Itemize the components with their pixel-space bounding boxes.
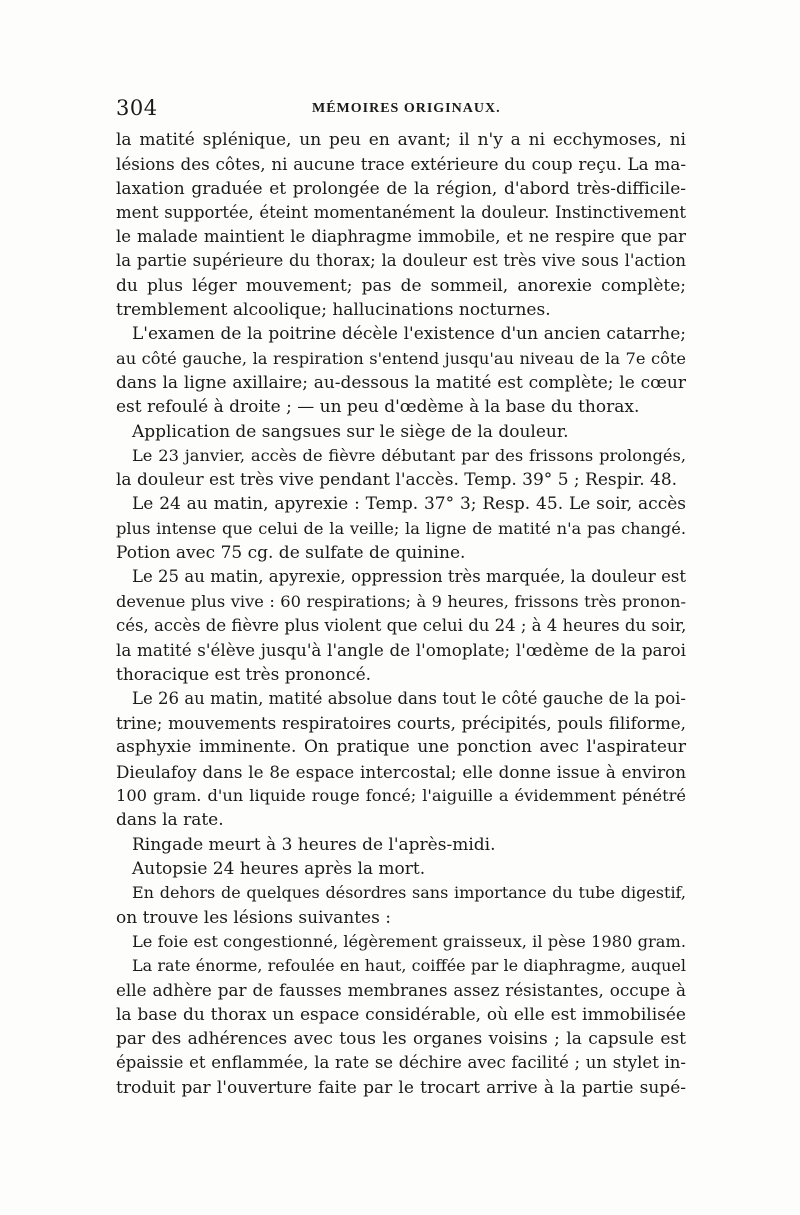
text-line: on trouve les lésions suivantes : — [116, 907, 391, 928]
text-line: 100 gram. d'un liquide rouge foncé; l'aiguille a évidemment pénétré — [116, 786, 686, 806]
text-line: dans la rate. — [116, 810, 224, 831]
text-line: trine; mouvements respiratoires courts, précipités, pouls filiforme, — [116, 713, 686, 734]
page-header — [116, 96, 686, 124]
text-line: Potion avec 75 cg. de sulfate de quinine. — [116, 543, 466, 564]
text-line: par des adhérences avec tous les organes voisins ; la capsule est — [116, 1028, 686, 1049]
running-title: MÉMOIRES ORIGINAUX. — [312, 101, 501, 116]
text-line: au côté gauche, la respiration s'entend jusqu'au niveau de la 7e côte — [116, 348, 686, 368]
text-line: L'examen de la poitrine décèle l'existence d'un ancien catarrhe; — [132, 324, 686, 345]
text-line: lésions des côtes, ni aucune trace extérieure du coup reçu. La ma- — [116, 154, 686, 175]
text-line: Le 26 au matin, matité absolue dans tout le côté gauche de la poi- — [132, 688, 686, 708]
text-line: épaissie et enflammée, la rate se déchire avec facilité ; un stylet in- — [116, 1053, 686, 1073]
body-text — [116, 128, 686, 1100]
text-line: Autopsie 24 heures après la mort. — [132, 858, 426, 879]
text-line: troduit par l'ouverture faite par le trocart arrive à la partie supé- — [116, 1077, 686, 1098]
text-line: elle adhère par de fausses membranes assez résistantes, occupe à — [116, 980, 686, 1001]
text-line: Le 24 au matin, apyrexie : Temp. 37° 3; Resp. 45. Le soir, accès — [132, 494, 686, 515]
text-line: En dehors de quelques désordres sans importance du tube digestif, — [132, 883, 686, 903]
text-line: devenue plus vive : 60 respirations; à 9 heures, frissons très pronon- — [116, 591, 686, 611]
text-line: Le foie est congestionné, légèrement graisseux, il pèse 1980 gram. — [132, 931, 686, 951]
text-line: La rate énorme, refoulée en haut, coiffée par le diaphragme, auquel — [132, 956, 686, 976]
text-line: plus intense que celui de la veille; la ligne de matité n'a pas changé. — [116, 518, 686, 538]
text-line: Dieulafoy dans le 8e espace intercostal; elle donne issue à environ — [116, 761, 686, 782]
text-line: la base du thorax un espace considérable, où elle est immobilisée — [116, 1004, 686, 1025]
text-line: Le 25 au matin, apyrexie, oppression très marquée, la douleur est — [132, 567, 686, 587]
text-line: la douleur est très vive pendant l'accès. Temp. 39° 5 ; Respir. 48. — [116, 470, 678, 491]
text-line: tremblement alcoolique; hallucinations nocturnes. — [116, 300, 551, 321]
text-line: laxation graduée et prolongée de la région, d'abord très-difficile- — [116, 178, 686, 199]
text-line: ment supportée, éteint momentanément la douleur. Instinctivement — [116, 202, 686, 222]
page-number: 304 — [116, 96, 158, 120]
text-line: dans la ligne axillaire; au-dessous la matité est complète; le cœur — [116, 372, 686, 393]
text-line: la matité s'élève jusqu'à l'angle de l'omoplate; l'œdème de la paroi — [116, 640, 686, 661]
text-line: Application de sangsues sur le siège de la douleur. — [132, 421, 569, 442]
text-line: Le 23 janvier, accès de fièvre débutant par des frissons prolongés, — [132, 445, 686, 465]
text-line: le malade maintient le diaphragme immobile, et ne respire que par — [116, 227, 686, 247]
text-line: thoracique est très prononcé. — [116, 664, 372, 685]
text-line: cés, accès de fièvre plus violent que celui du 24 ; à 4 heures du soir, — [116, 615, 686, 635]
text-line: la partie supérieure du thorax; la douleur est très vive sous l'action — [116, 251, 686, 271]
text-line: du plus léger mouvement; pas de sommeil, anorexie complète; — [116, 275, 686, 296]
text-line: la matité splénique, un peu en avant; il n'y a ni ecchymoses, ni — [116, 130, 686, 150]
text-line: Ringade meurt à 3 heures de l'après-midi. — [132, 834, 496, 855]
text-line: asphyxie imminente. On pratique une ponction avec l'aspirateur — [116, 737, 686, 758]
text-line: est refoulé à droite ; — un peu d'œdème à la base du thorax. — [116, 397, 640, 418]
